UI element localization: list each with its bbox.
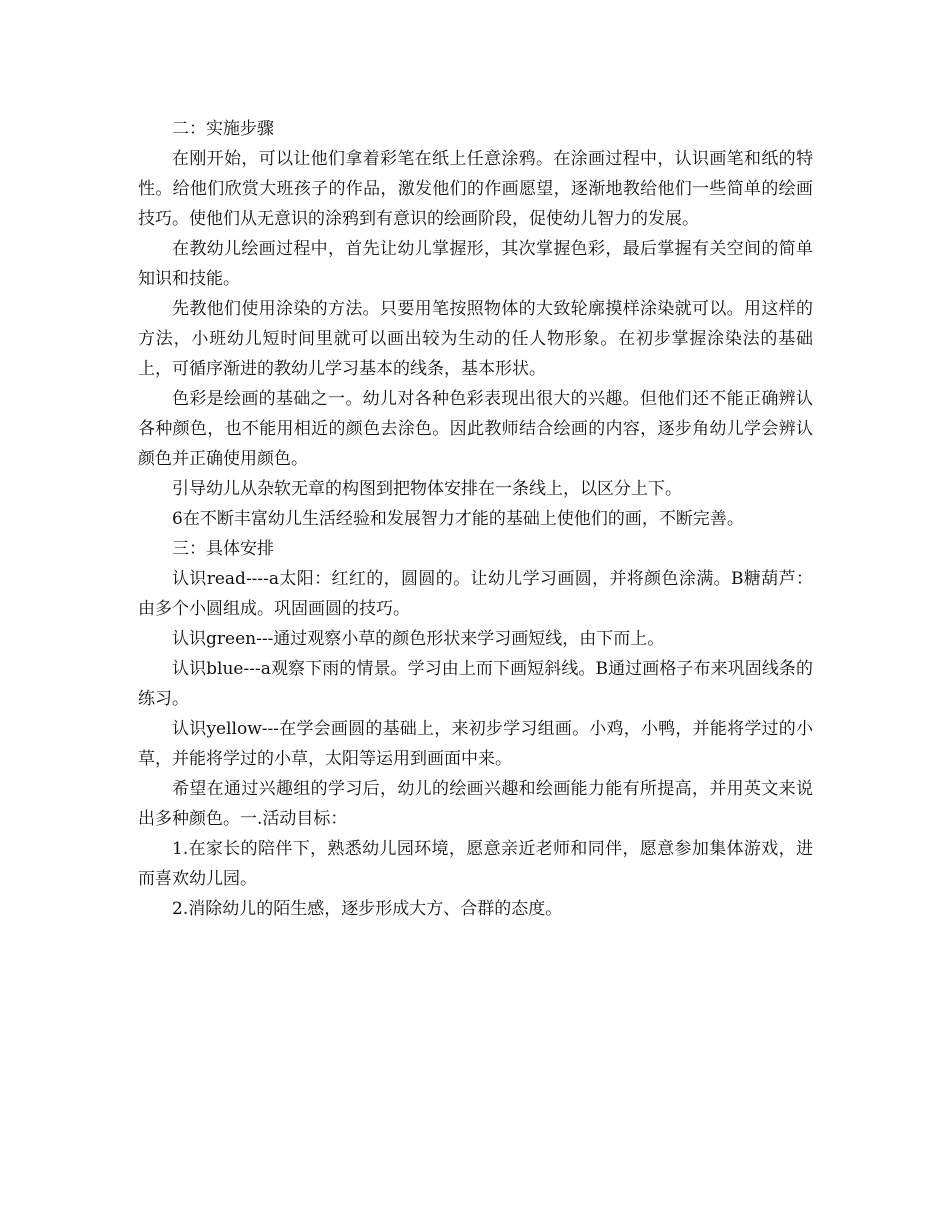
paragraph-shape-color-space: 在教幼儿绘画过程中，首先让幼儿掌握形，其次掌握色彩，最后掌握有关空间的简单知识和技能。 xyxy=(138,239,813,289)
paragraph-yellow: 认识yellow---在学会画圆的基础上，来初步学习组画。小鸡，小鸭，并能将学过的小草，并能将学过的小草，太阳等运用到画面中来。 xyxy=(138,719,813,769)
paragraph-hope-and-goals: 希望在通过兴趣组的学习后，幼儿的绘画兴趣和绘画能力能有所提高，并用英文来说出多种颜色。一.活动目标： xyxy=(138,779,813,829)
heading-specific-arrangement: 三：具体安排 xyxy=(172,539,274,559)
paragraph-green: 认识green---通过观察小草的颜色形状来学习画短线，由下而上。 xyxy=(172,629,665,649)
paragraph-color-basics: 色彩是绘画的基础之一。幼儿对各种色彩表现出很大的兴趣。但他们还不能正确辨认各种颜色，也不能用相近的颜色去涂色。因此教师结合绘画的内容，逐步角幼儿学会辨认颜色并正确使用颜色。 xyxy=(138,389,813,469)
paragraph-red: 认识read----a太阳：红红的，圆圆的。让幼儿学习画圆，并将颜色涂满。B糖葫芦：由多个小圆组成。巩固画圆的技巧。 xyxy=(138,569,813,619)
paragraph-coloring-method: 先教他们使用涂染的方法。只要用笔按照物体的大致轮廓摸样涂染就可以。用这样的方法，小班幼儿短时间里就可以画出较为生动的任人物形象。在初步掌握涂染法的基础上，可循序渐进的教幼儿学习基本的线条，基本形状。 xyxy=(138,299,813,379)
heading-implementation-steps: 二：实施步骤 xyxy=(172,119,274,139)
paragraph-improvement: 6在不断丰富幼儿生活经验和发展智力才能的基础上使他们的画，不断完善。 xyxy=(172,509,744,529)
document-body xyxy=(138,114,813,924)
paragraph-composition: 引导幼儿从杂软无章的构图到把物体安排在一条线上，以区分上下。 xyxy=(172,479,682,499)
paragraph-free-doodling: 在刚开始，可以让他们拿着彩笔在纸上任意涂鸦。在涂画过程中，认识画笔和纸的特性。给他们欣赏大班孩子的作品，激发他们的作画愿望，逐渐地教给他们一些简单的绘画技巧。使他们从无意识的涂鸦到有意识的绘画阶段，促使幼儿智力的发展。 xyxy=(138,149,813,229)
paragraph-blue: 认识blue---a观察下雨的情景。学习由上而下画短斜线。B通过画格子布来巩固线条的练习。 xyxy=(138,659,813,709)
goal-item-1: 1.在家长的陪伴下，熟悉幼儿园环境，愿意亲近老师和同伴，愿意参加集体游戏，进而喜欢幼儿园。 xyxy=(138,839,813,889)
goal-item-2: 2.消除幼儿的陌生感，逐步形成大方、合群的态度。 xyxy=(172,899,563,919)
